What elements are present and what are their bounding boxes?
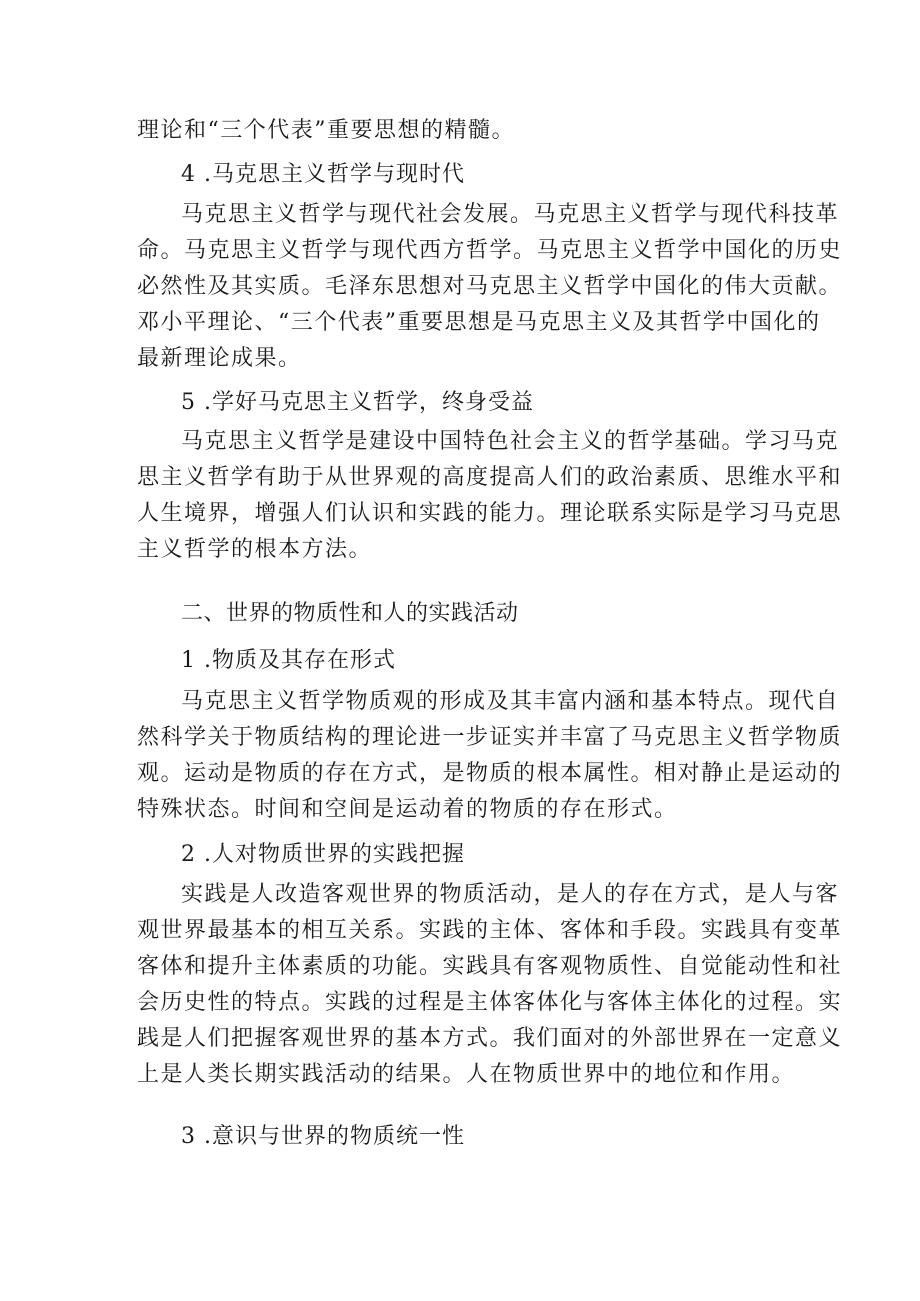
s2-item1-line-1: 马克思主义哲学物质观的形成及其丰富内涵和基本特点。现代自 bbox=[181, 689, 840, 714]
s2-item2-line-6: 上是人类长期实践活动的结果。人在物质世界中的地位和作用。 bbox=[137, 1062, 796, 1087]
s2-item2-line-5: 践是人们把握客观世界的基本方式。我们面对的外部世界在一定意义 bbox=[137, 1026, 843, 1051]
item5-line-4: 主义哲学的根本方法。 bbox=[137, 537, 373, 562]
s2-item2-line-4: 会历史性的特点。实践的过程是主体客体化与客体主体化的过程。实 bbox=[137, 990, 843, 1015]
item4-line-4: 邓小平理论、“三个代表”重要思想是马克思主义及其哲学中国化的 bbox=[137, 310, 821, 335]
item4-heading: 4 .马克思主义哲学与现时代 bbox=[181, 162, 465, 187]
s2-item1-line-3: 观。运动是物质的存在方式，是物质的根本属性。相对静止是运动的 bbox=[137, 761, 843, 786]
s2-item2-line-2: 观世界最基本的相互关系。实践的主体、客体和手段。实践具有变革 bbox=[137, 918, 843, 943]
s2-item2-line-1: 实践是人改造客观世界的物质活动，是人的存在方式，是人与客 bbox=[181, 882, 840, 907]
s2-item3-heading: 3 .意识与世界的物质统一性 bbox=[181, 1124, 465, 1149]
item5-line-2: 思主义哲学有助于从世界观的高度提高人们的政治素质、思维水平和 bbox=[137, 465, 843, 490]
item4-line-3: 必然性及其实质。毛泽东思想对马克思主义哲学中国化的伟大贡献。 bbox=[137, 274, 843, 299]
item5-line-3: 人生境界，增强人们认识和实践的能力。理论联系实际是学习马克思 bbox=[137, 501, 843, 526]
s2-item1-heading: 1 .物质及其存在形式 bbox=[181, 648, 396, 673]
s2-item1-line-2: 然科学关于物质结构的理论进一步证实并丰富了马克思主义哲学物质 bbox=[137, 725, 843, 750]
item4-line-1: 马克思主义哲学与现代社会发展。马克思主义哲学与现代科技革 bbox=[181, 202, 840, 227]
intro-tail: 理论和“三个代表”重要思想的精髓。 bbox=[137, 118, 515, 143]
item5-heading: 5 .学好马克思主义哲学，终身受益 bbox=[181, 390, 534, 415]
s2-item1-line-4: 特殊状态。时间和空间是运动着的物质的存在形式。 bbox=[137, 797, 678, 822]
s2-item2-line-3: 客体和提升主体素质的功能。实践具有客观物质性、自觉能动性和社 bbox=[137, 954, 843, 979]
item4-line-2: 命。马克思主义哲学与现代西方哲学。马克思主义哲学中国化的历史 bbox=[137, 238, 843, 263]
item5-line-1: 马克思主义哲学是建设中国特色社会主义的哲学基础。学习马克 bbox=[181, 429, 840, 454]
item4-line-5: 最新理论成果。 bbox=[137, 346, 302, 371]
s2-item2-heading: 2 .人对物质世界的实践把握 bbox=[181, 842, 465, 867]
section2-heading: 二、世界的物质性和人的实践活动 bbox=[181, 601, 519, 626]
